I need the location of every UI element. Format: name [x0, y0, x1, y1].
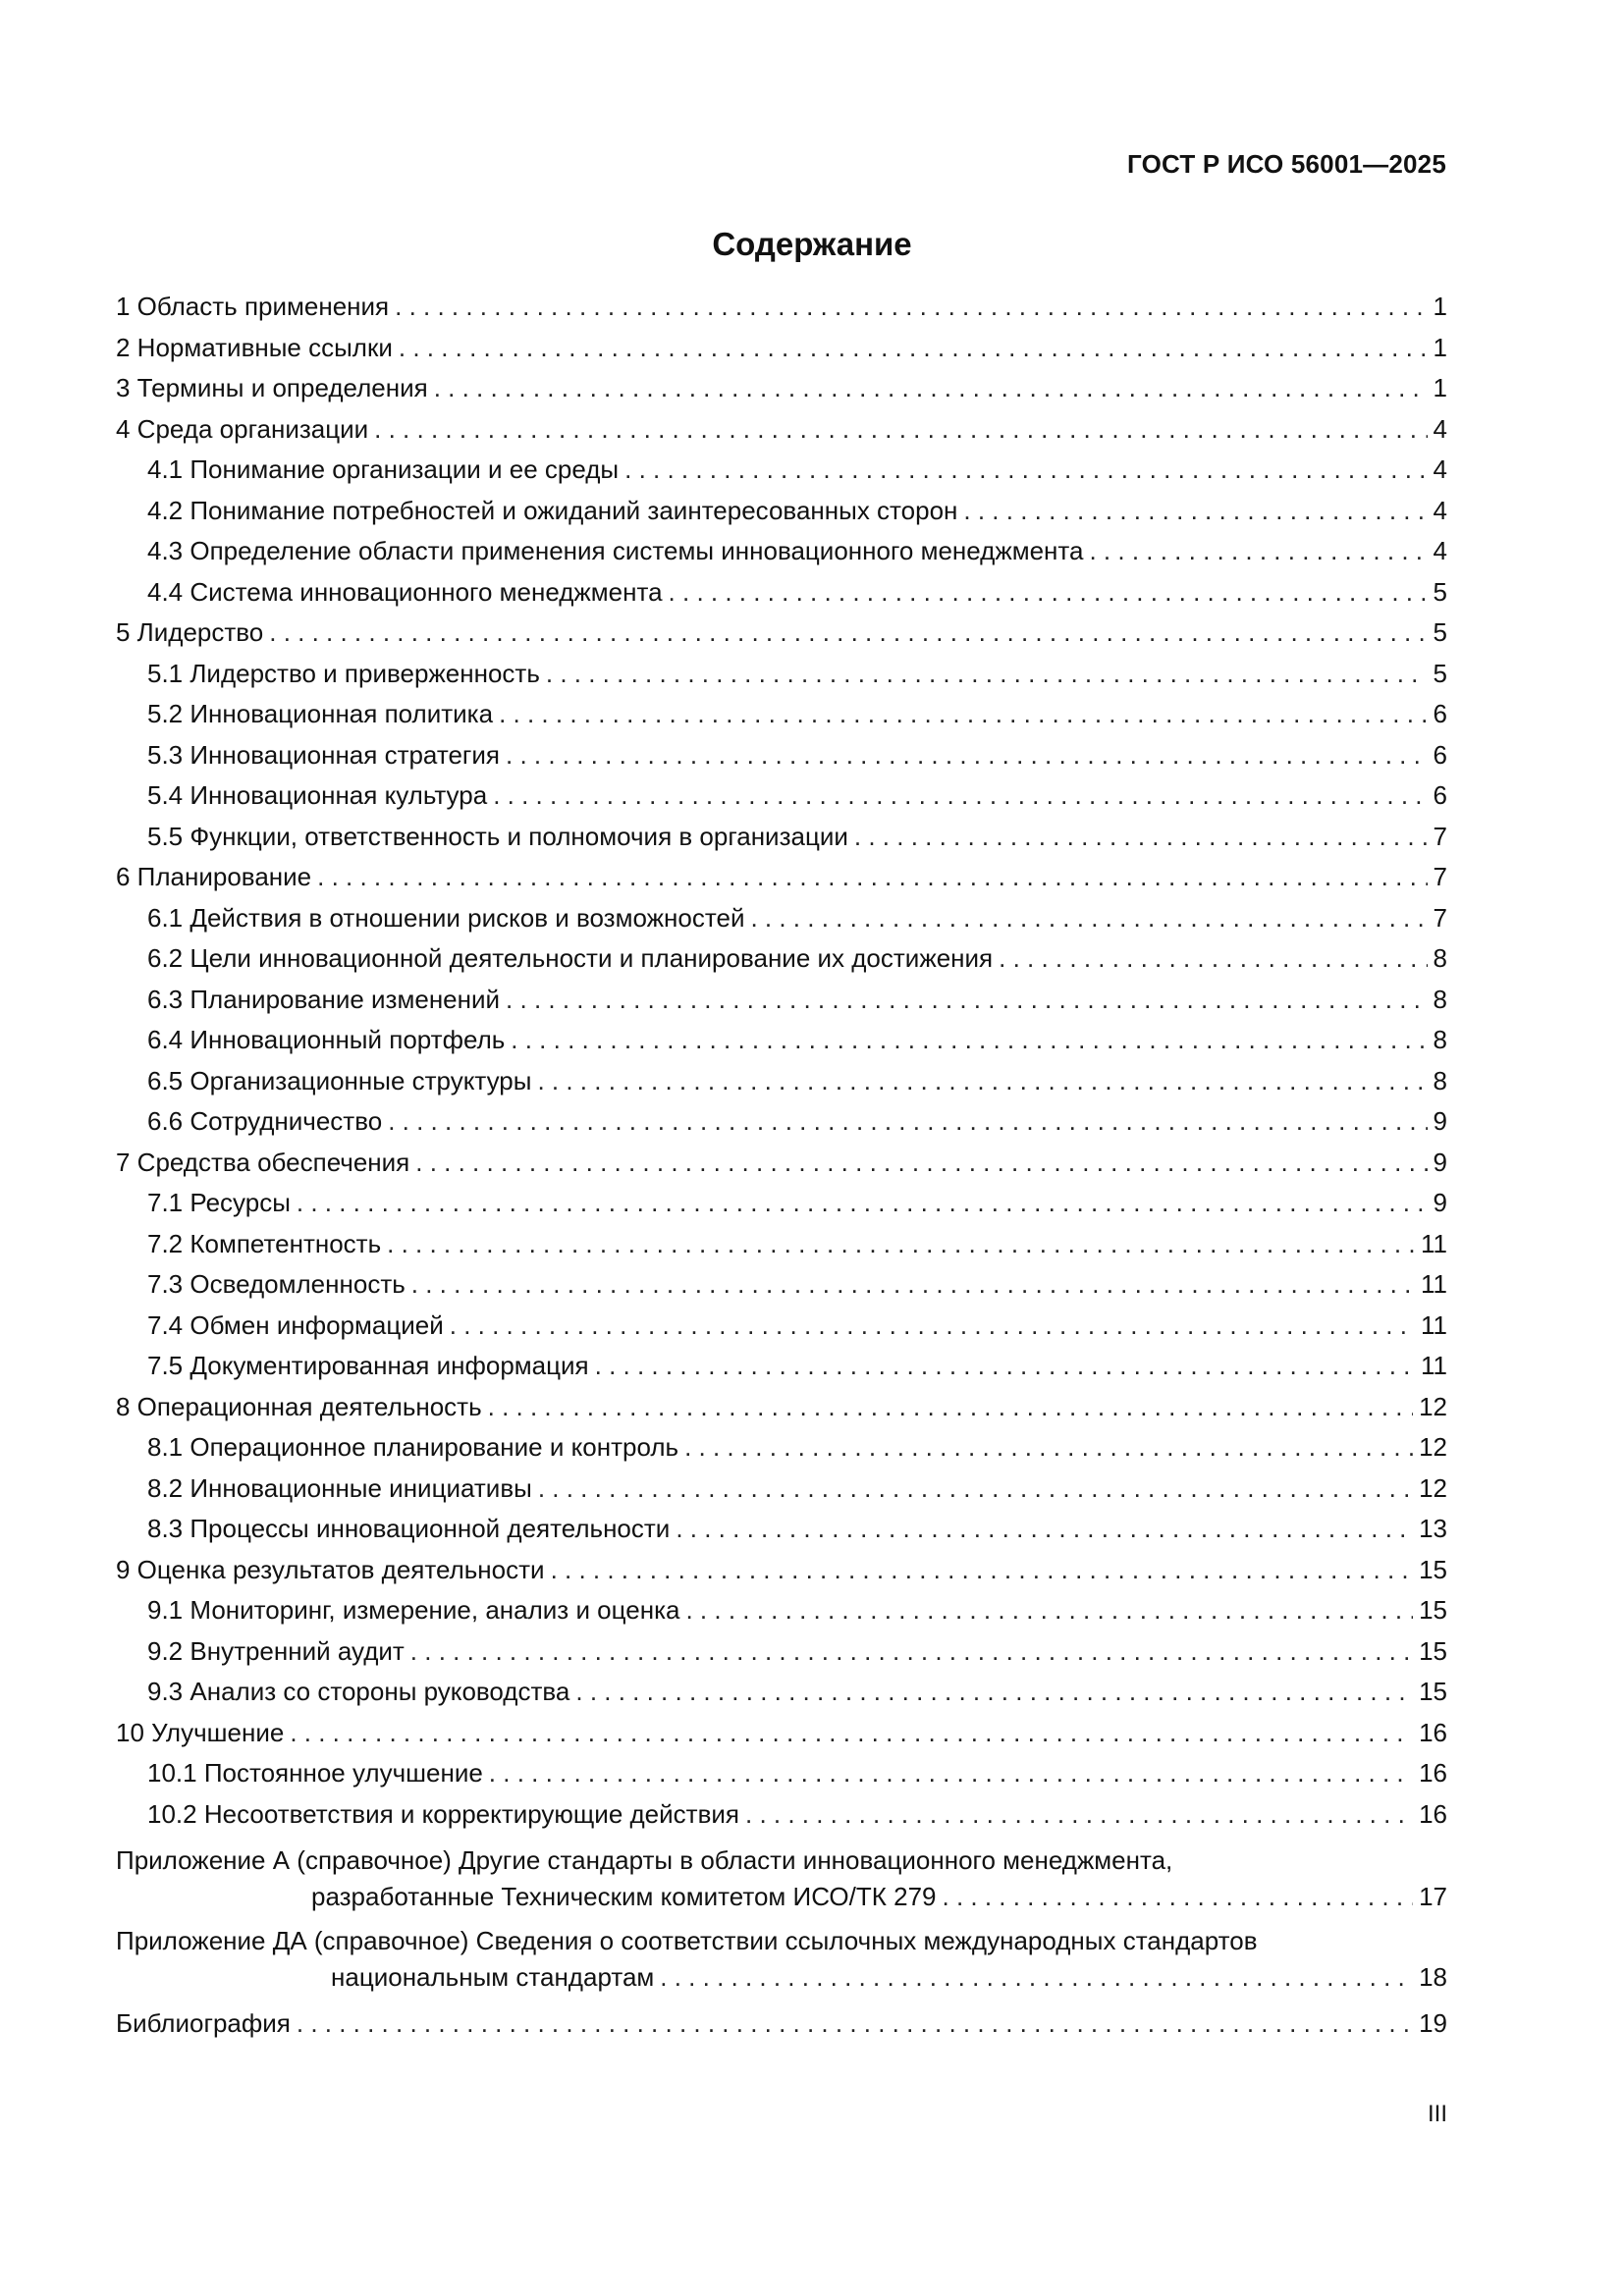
- toc-entry-page: 4: [1433, 495, 1447, 525]
- toc-entry[interactable]: [116, 1183, 1447, 1224]
- toc-entry[interactable]: [116, 1468, 1447, 1510]
- toc-entry-page: 5: [1433, 576, 1447, 607]
- toc-entry[interactable]: [116, 654, 1447, 695]
- bibliography-label: Библиография: [116, 2008, 291, 2038]
- dot-leader: [506, 735, 1428, 776]
- toc-entry[interactable]: [116, 1306, 1447, 1347]
- toc-entry[interactable]: [116, 287, 1447, 328]
- toc-entry-label: 4.4 Система инновационного менеджмента: [147, 576, 663, 607]
- toc-entries: [116, 287, 1447, 1835]
- dot-leader: [411, 1264, 1415, 1306]
- toc-entry[interactable]: [116, 328, 1447, 369]
- toc-entry[interactable]: [116, 1590, 1447, 1631]
- dot-leader: [750, 898, 1427, 939]
- toc-entry[interactable]: [116, 1224, 1447, 1265]
- toc-entry[interactable]: [116, 898, 1447, 939]
- toc-entry-label: 10 Улучшение: [116, 1717, 285, 1747]
- dot-leader: [669, 572, 1428, 614]
- toc-entry-label: 3 Термины и определения: [116, 373, 428, 402]
- toc-entry[interactable]: [116, 1672, 1447, 1713]
- dot-leader: [395, 287, 1427, 328]
- dot-leader: [297, 1183, 1428, 1224]
- dot-leader: [575, 1672, 1413, 1713]
- table-of-contents: [116, 287, 1447, 2045]
- toc-entry-page: 9: [1433, 1106, 1447, 1136]
- toc-entry-page: 15: [1419, 1677, 1447, 1706]
- document-id-header: ГОСТ Р ИСО 56001—2025: [1126, 149, 1446, 179]
- dot-leader: [595, 1346, 1415, 1387]
- toc-entry-label: 7.5 Документированная информация: [147, 1351, 589, 1380]
- dot-leader: [676, 1509, 1413, 1550]
- dot-leader: [489, 1753, 1413, 1794]
- toc-entry-label: 10.2 Несоответствия и корректирующие действия: [147, 1798, 739, 1829]
- toc-entry-page: 16: [1419, 1758, 1447, 1788]
- toc-entry-label: 6.5 Организационные структуры: [147, 1065, 532, 1095]
- toc-entry-label: 10.1 Постоянное улучшение: [147, 1758, 483, 1788]
- toc-entry[interactable]: [116, 1794, 1447, 1836]
- bibliography-entry[interactable]: [116, 2003, 1447, 2045]
- annex-a-title-line2: разработанные Техническим комитетом ИСО/ТК 279: [311, 1882, 937, 1911]
- dot-leader: [388, 1101, 1427, 1143]
- dot-leader: [1089, 531, 1427, 572]
- toc-entry[interactable]: [116, 613, 1447, 654]
- dot-leader: [511, 1020, 1427, 1061]
- toc-entry[interactable]: [116, 735, 1447, 776]
- toc-entry-page: 12: [1419, 1472, 1447, 1503]
- toc-entry[interactable]: [116, 409, 1447, 451]
- dot-leader: [538, 1468, 1413, 1510]
- dot-leader: [493, 775, 1427, 817]
- toc-entry-label: 9 Оценка результатов деятельности: [116, 1554, 545, 1584]
- toc-entry-label: 6.6 Сотрудничество: [147, 1106, 383, 1136]
- dot-leader: [399, 328, 1428, 369]
- dot-leader: [660, 1959, 1413, 1996]
- toc-entry[interactable]: [116, 1143, 1447, 1184]
- toc-entry-label: 9.3 Анализ со стороны руководства: [147, 1677, 570, 1706]
- dot-leader: [745, 1794, 1413, 1836]
- toc-entry-page: 6: [1433, 780, 1447, 810]
- toc-entry-page: 7: [1433, 902, 1447, 933]
- toc-entry-page: 8: [1433, 1025, 1447, 1054]
- annex-da-title-line2: национальным стандартам: [331, 1962, 655, 1992]
- toc-entry-page: 5: [1433, 658, 1447, 688]
- toc-entry[interactable]: [116, 1101, 1447, 1143]
- dot-leader: [387, 1224, 1415, 1265]
- toc-entry[interactable]: [116, 817, 1447, 858]
- bibliography-page: 19: [1419, 2008, 1447, 2038]
- toc-entry-page: 1: [1433, 373, 1447, 402]
- toc-entry-page: 8: [1433, 943, 1447, 973]
- dot-leader: [269, 613, 1427, 654]
- toc-entry-label: 9.2 Внутренний аудит: [147, 1635, 405, 1666]
- toc-entry-label: 5.1 Лидерство и приверженность: [147, 658, 540, 688]
- toc-entry[interactable]: [116, 694, 1447, 735]
- toc-entry-page: 11: [1421, 1309, 1447, 1340]
- dot-leader: [450, 1306, 1415, 1347]
- toc-entry-label: 5.3 Инновационная стратегия: [147, 739, 500, 770]
- toc-entry-page: 11: [1421, 1269, 1447, 1299]
- toc-entry[interactable]: [116, 531, 1447, 572]
- toc-entry-label: 4 Среда организации: [116, 413, 369, 444]
- toc-entry[interactable]: [116, 980, 1447, 1021]
- dot-leader: [854, 817, 1428, 858]
- toc-entry-label: 7.4 Обмен информацией: [147, 1309, 444, 1340]
- toc-entry-page: 16: [1419, 1798, 1447, 1829]
- toc-entry-label: 4.1 Понимание организации и ее среды: [147, 454, 620, 484]
- dot-leader: [943, 1879, 1414, 1915]
- dot-leader: [410, 1631, 1413, 1673]
- toc-entry-page: 12: [1419, 1432, 1447, 1462]
- toc-entry-page: 9: [1433, 1147, 1447, 1177]
- toc-entry[interactable]: [116, 1509, 1447, 1550]
- toc-entry-page: 5: [1433, 617, 1447, 647]
- toc-entry[interactable]: [116, 775, 1447, 817]
- page-number: III: [1427, 2101, 1447, 2127]
- toc-entry-label: 6.2 Цели инновационной деятельности и планирование их достижения: [147, 943, 994, 973]
- toc-entry-page: 15: [1419, 1554, 1447, 1584]
- dot-leader: [999, 938, 1427, 980]
- toc-entry-page: 6: [1433, 739, 1447, 770]
- dot-leader: [551, 1550, 1414, 1591]
- toc-entry-page: 11: [1421, 1351, 1447, 1380]
- toc-entry-page: 4: [1433, 413, 1447, 444]
- toc-entry[interactable]: [116, 1061, 1447, 1102]
- toc-entry-label: 6.1 Действия в отношении рисков и возможностей: [147, 902, 745, 933]
- toc-entry[interactable]: [116, 1427, 1447, 1468]
- dot-leader: [290, 1713, 1413, 1754]
- toc-entry-label: 6 Планирование: [116, 862, 312, 891]
- toc-entry-page: 9: [1433, 1188, 1447, 1217]
- toc-entry-page: 15: [1419, 1595, 1447, 1625]
- dot-leader: [963, 491, 1427, 532]
- dot-leader: [624, 450, 1427, 491]
- toc-entry-label: 5 Лидерство: [116, 617, 264, 647]
- toc-entry[interactable]: [116, 938, 1447, 980]
- toc-entry-page: 1: [1433, 292, 1447, 321]
- dot-leader: [488, 1387, 1413, 1428]
- toc-entry[interactable]: [116, 1020, 1447, 1061]
- toc-entry-label: 6.4 Инновационный портфель: [147, 1025, 506, 1054]
- page-title: Содержание: [712, 226, 912, 262]
- toc-entry-label: 7.2 Компетентность: [147, 1228, 382, 1258]
- toc-entry-page: 16: [1419, 1717, 1447, 1747]
- dot-leader: [685, 1590, 1413, 1631]
- toc-entry-label: 5.5 Функции, ответственность и полномочия в организации: [147, 821, 848, 851]
- annex-a-title-line1: Приложение А (справочное) Другие стандарты в области инновационного менеджмента,: [116, 1845, 1173, 1875]
- toc-entry-label: 8.1 Операционное планирование и контроль: [147, 1432, 679, 1462]
- toc-entry-page: 4: [1433, 536, 1447, 565]
- annex-a-page: 17: [1419, 1882, 1447, 1911]
- toc-entry-page: 11: [1421, 1228, 1447, 1258]
- dot-leader: [434, 368, 1428, 409]
- toc-entry-label: 8.3 Процессы инновационной деятельности: [147, 1514, 671, 1543]
- dot-leader: [546, 654, 1428, 695]
- annex-da-entry[interactable]: [116, 1923, 1447, 1996]
- toc-entry-label: 2 Нормативные ссылки: [116, 332, 393, 362]
- toc-entry-page: 6: [1433, 699, 1447, 728]
- toc-entry-label: 8 Операционная деятельность: [116, 1391, 482, 1421]
- dot-leader: [415, 1143, 1427, 1184]
- annex-da-page: 18: [1419, 1962, 1447, 1992]
- toc-entry[interactable]: [116, 1387, 1447, 1428]
- toc-entry-label: 6.3 Планирование изменений: [147, 984, 501, 1014]
- toc-entry-page: 4: [1433, 454, 1447, 484]
- toc-entry-label: 4.2 Понимание потребностей и ожиданий заинтересованных сторон: [147, 495, 958, 525]
- toc-entry[interactable]: [116, 1713, 1447, 1754]
- toc-entry-page: 7: [1433, 821, 1447, 851]
- dot-leader: [537, 1061, 1427, 1102]
- toc-entry-page: 12: [1419, 1391, 1447, 1421]
- toc-entry-label: 8.2 Инновационные инициативы: [147, 1472, 532, 1503]
- toc-entry[interactable]: [116, 857, 1447, 898]
- toc-entry-label: 1 Область применения: [116, 292, 390, 321]
- toc-entry[interactable]: [116, 450, 1447, 491]
- toc-entry[interactable]: [116, 1346, 1447, 1387]
- annex-a-entry[interactable]: [116, 1842, 1447, 1915]
- toc-entry-page: 13: [1419, 1514, 1447, 1543]
- toc-entry[interactable]: [116, 491, 1447, 532]
- toc-entry-label: 7.3 Осведомленность: [147, 1269, 406, 1299]
- toc-entry[interactable]: [116, 1550, 1447, 1591]
- toc-entry[interactable]: [116, 572, 1447, 614]
- toc-entry-page: 8: [1433, 984, 1447, 1014]
- toc-entry-label: 7.1 Ресурсы: [147, 1188, 291, 1217]
- dot-leader: [684, 1427, 1413, 1468]
- toc-entry-label: 4.3 Определение области применения системы инновационного менеджмента: [147, 536, 1084, 565]
- toc-entry[interactable]: [116, 1753, 1447, 1794]
- dot-leader: [506, 980, 1427, 1021]
- annex-da-title-line1: Приложение ДА (справочное) Сведения о соответствии ссылочных международных стандартов: [116, 1926, 1258, 1955]
- dot-leader: [499, 694, 1427, 735]
- toc-entry-page: 1: [1433, 332, 1447, 362]
- toc-entry-label: 5.4 Инновационная культура: [147, 780, 488, 810]
- toc-entry-page: 8: [1433, 1065, 1447, 1095]
- dot-leader: [374, 409, 1427, 451]
- toc-entry[interactable]: [116, 1264, 1447, 1306]
- toc-entry[interactable]: [116, 368, 1447, 409]
- toc-entry-label: 7 Средства обеспечения: [116, 1147, 410, 1177]
- toc-entry-page: 15: [1419, 1635, 1447, 1666]
- dot-leader: [317, 857, 1427, 898]
- dot-leader: [297, 2003, 1413, 2045]
- toc-entry-label: 9.1 Мониторинг, измерение, анализ и оценка: [147, 1595, 680, 1625]
- toc-entry[interactable]: [116, 1631, 1447, 1673]
- toc-entry-page: 7: [1433, 862, 1447, 891]
- toc-entry-label: 5.2 Инновационная политика: [147, 699, 494, 728]
